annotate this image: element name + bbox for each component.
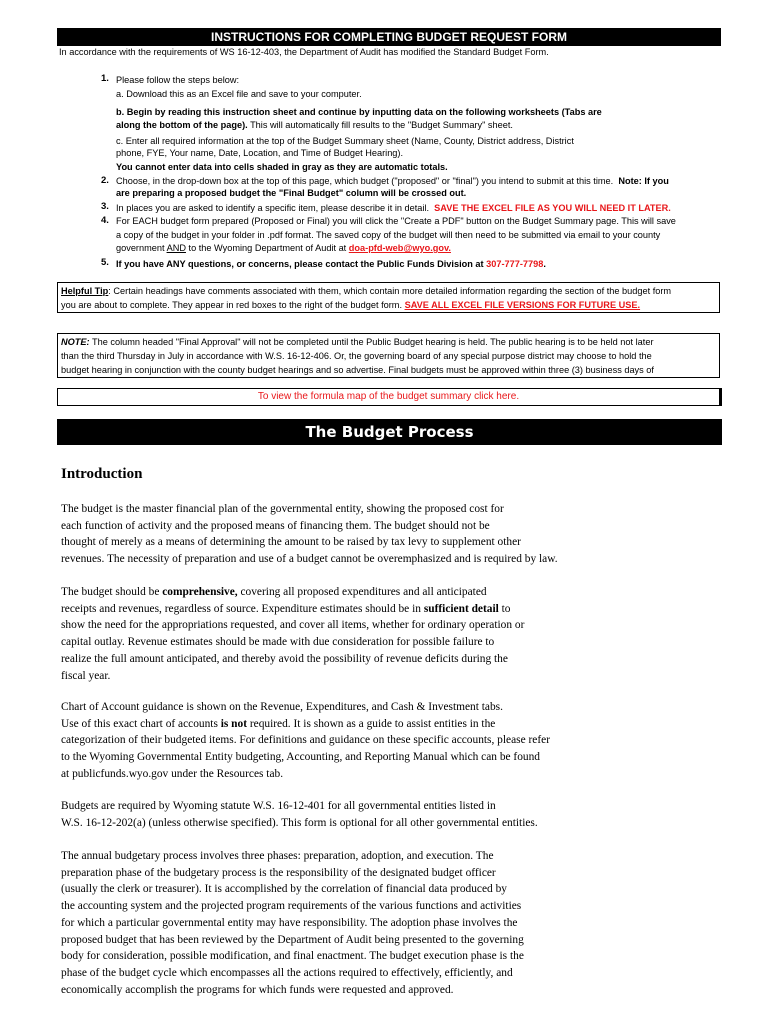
step-4-line3: [116, 242, 451, 254]
step-number-4: 4.: [101, 215, 109, 226]
p2-line: [61, 601, 701, 618]
note-line2: than the third Thursday in July in accordance with W.S. 16-12-406. Or, the governing board of any special purpose district may choose to hold the: [61, 351, 652, 361]
step-2-note: Note: If you: [618, 176, 669, 186]
step-1b-rest: This will automatically fill results to the "Budget Summary" sheet.: [247, 120, 513, 130]
p3-bold: is not: [220, 717, 248, 730]
step-4-gov: government: [116, 243, 167, 253]
step-5-line: [116, 258, 546, 270]
p2-line: capital outlay. Revenue estimates should be made with due consideration for possible failure to: [61, 636, 495, 649]
paragraph-4: [61, 798, 701, 831]
step-1c-line3: You cannot enter data into cells shaded in gray as they are automatic totals.: [116, 162, 448, 172]
note-box: [57, 333, 720, 378]
step-3-warning: SAVE THE EXCEL FILE AS YOU WILL NEED IT LATER.: [434, 203, 671, 213]
p4-line: W.S. 16-12-202(a) (unless otherwise specified). This form is optional for all other governmental entities.: [61, 816, 538, 829]
p3-line: categorization of their budgeted items. For definitions and guidance on these specific accounts, please refer: [61, 734, 550, 747]
p3-line: at publicfunds.wyo.gov under the Resources tab.: [61, 767, 284, 780]
instructions-header: INSTRUCTIONS FOR COMPLETING BUDGET REQUEST FORM: [57, 28, 721, 46]
step-1c-line1: c. Enter all required information at the top of the Budget Summary sheet (Name, County, District address, District: [116, 136, 574, 146]
step-5-text: If you have ANY questions, or concerns, please contact the Public Funds Division at: [116, 259, 487, 269]
p1-line: The budget is the master financial plan of the governmental entity, showing the proposed cost for: [61, 503, 504, 515]
p5-line: economically accomplish the programs for which funds were requested and approved.: [61, 983, 454, 996]
p5-line: phase of the budget cycle which encompasses all the actions required to effectively, efficiently, and: [61, 966, 513, 979]
p5-line: for which a particular governmental entity may have responsibility. The adoption phase involves the: [61, 916, 518, 929]
note-line3: budget hearing in conjunction with the county budget hearings and so advertise. Final budgets must be approved within three (3) business days of: [61, 365, 654, 375]
p1-line: revenues. The necessity of preparation and use of a budget cannot be overemphasized and is required by law.: [61, 553, 558, 566]
step-1b-line2: [116, 119, 513, 131]
tip-text2: you are about to complete. They appear in red boxes to the right of the budget form.: [61, 300, 405, 310]
p3-line: [61, 716, 701, 733]
paragraph-2: [61, 584, 701, 684]
p5-line: The annual budgetary process involves three phases: preparation, adoption, and execution. The: [61, 850, 494, 862]
p2-line: fiscal year.: [61, 669, 111, 682]
p5-line: (usually the clerk or treasurer). It is accomplished by the correlation of financial data produced by: [61, 883, 507, 896]
helpful-tip-box: [57, 282, 720, 313]
step-4-line1: For EACH budget form prepared (Proposed or Final) you will click the "Create a PDF" button on the Budget Summary page. This will save: [116, 216, 676, 226]
p5-line: preparation phase of the budgetary process is the responsibility of the designated budget officer: [61, 866, 496, 879]
p5-line: proposed budget that has been reviewed by the Department of Audit being presented to the governing: [61, 933, 524, 946]
p2-text: receipts and revenues, regardless of source. Expenditure estimates should be in: [61, 602, 424, 615]
p2-bold: sufficient detail: [423, 602, 499, 615]
section-title: The Budget Process: [57, 419, 722, 445]
paragraph-1: [61, 501, 701, 568]
paragraph-5: [61, 848, 701, 998]
step-1b-bold: along the bottom of the page).: [116, 120, 248, 130]
step-4-audit: to the Wyoming Department of Audit at: [185, 243, 349, 253]
p5-line: the accounting system and the projected program requirements of the various functions and activities: [61, 900, 522, 913]
tip-save-warning: SAVE ALL EXCEL FILE VERSIONS FOR FUTURE USE.: [404, 300, 641, 310]
step-1a-text: a. Download this as an Excel file and save to your computer.: [116, 89, 362, 99]
step-1b-text: b. Begin by reading this instruction sheet and continue by inputting data on the following worksheets (Tabs are: [116, 107, 602, 117]
step-number-5: 5.: [101, 257, 109, 268]
p2-line: [61, 584, 701, 601]
p3-text: required. It is shown as a guide to assist entities in the: [247, 717, 496, 730]
step-number-1: 1.: [101, 73, 109, 84]
step-1-text: Please follow the steps below:: [116, 75, 240, 85]
p2-text: covering all proposed expenditures and all anticipated: [237, 586, 487, 598]
note-line1: [61, 335, 719, 349]
step-3-text: In places you are asked to identify a specific item, please describe it in detail.: [116, 203, 430, 213]
p2-bold: comprehensive,: [162, 586, 238, 598]
tip-line1: [61, 284, 719, 298]
step-1c-line2: phone, FYE, Your name, Date, Location, and Time of Budget Hearing).: [116, 148, 404, 158]
p4-line: Budgets are required by Wyoming statute W.S. 16-12-401 for all governmental entities listed in: [61, 800, 496, 812]
note-text1: The column headed "Final Approval" will not be completed until the Public Budget hearing is held. The public hearing is to be held not later: [89, 337, 654, 347]
step-5-end: .: [543, 259, 546, 269]
step-2-line1: [116, 175, 669, 187]
p3-text: Use of this exact chart of accounts: [61, 717, 221, 730]
p2-text: to: [498, 602, 511, 615]
email-link[interactable]: doa-pfd-web@wyo.gov.: [348, 243, 451, 253]
step-2-text: Choose, in the drop-down box at the top of this page, which budget ("proposed" or "final") you intend to submit at this time.: [116, 176, 614, 186]
p2-line: show the need for the appropriations requested, and cover all items, whether for ordinary operation or: [61, 619, 525, 632]
step-4-and: AND: [166, 243, 186, 253]
intro-text: In accordance with the requirements of WS 16-12-403, the Department of Audit has modified the Standard Budget Form.: [59, 47, 549, 57]
tip-line2: [61, 298, 719, 312]
formula-map-link[interactable]: To view the formula map of the budget summary click here.: [57, 388, 722, 406]
introduction-heading: Introduction: [61, 466, 143, 482]
phone-number: 307-777-7798: [486, 259, 544, 269]
tip-text1: : Certain headings have comments associated with them, which contain more detailed information regarding the section of the budget form: [108, 286, 672, 296]
step-2-line2: are preparing a proposed budget the "Final Budget" column will be crossed out.: [116, 188, 467, 198]
p1-line: thought of merely as a means of determining the amount to be raised by tax levy to supplement other: [61, 536, 521, 549]
p3-line: Chart of Account guidance is shown on the Revenue, Expenditures, and Cash & Investment tabs.: [61, 701, 503, 713]
paragraph-3: [61, 699, 701, 783]
step-number-3: 3.: [101, 201, 109, 212]
step-number-2: 2.: [101, 175, 109, 186]
p1-line: each function of activity and the proposed means of financing them. The budget should not be: [61, 519, 490, 532]
p3-line: to the Wyoming Governmental Entity budgeting, Accounting, and Reporting Manual which can be found: [61, 751, 540, 764]
p5-line: body for consideration, possible modification, and final enactment. The budget execution phase is the: [61, 950, 524, 963]
tip-label: Helpful Tip: [61, 286, 109, 296]
p2-line: realize the full amount anticipated, and thereby avoid the possibility of revenue deficits during the: [61, 652, 508, 665]
note-label: NOTE:: [61, 337, 90, 347]
p2-text: The budget should be: [61, 586, 163, 598]
step-3-line: [116, 202, 671, 214]
step-4-line2: a copy of the budget in your folder in .pdf format. The saved copy of the budget will then need to be submitted via email to your county: [116, 230, 661, 240]
